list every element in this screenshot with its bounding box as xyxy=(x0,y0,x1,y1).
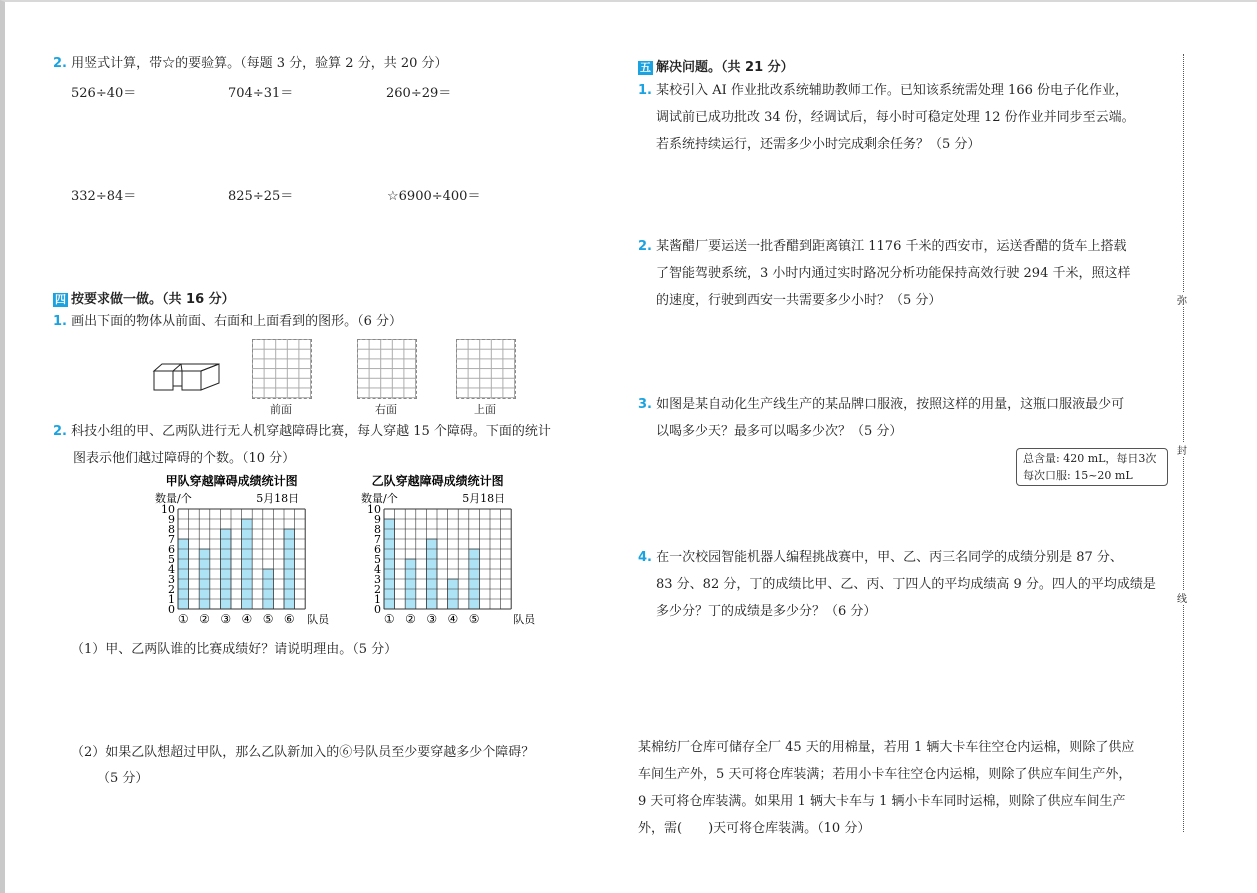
view-label: 右面 xyxy=(375,403,397,416)
q-text: 的速度，行驶到西安一共需要多少小时？（5 分） xyxy=(656,293,942,308)
x-tick-label: ④ xyxy=(447,612,459,626)
q-text: 以喝多少天？最多可以喝多少次？（5 分） xyxy=(656,424,903,439)
bar xyxy=(405,559,416,609)
q-line xyxy=(638,761,1134,788)
x-tick-label: ③ xyxy=(220,612,232,626)
q-text: 多少分？丁的成绩是多少分？（6 分） xyxy=(656,604,877,619)
chart-date: 5月18日 xyxy=(462,492,506,505)
view-label: 前面 xyxy=(270,403,292,416)
q-text: 用竖式计算，带☆的要验算。（每题 3 分，验算 2 分，共 20 分） xyxy=(71,56,448,71)
y-tick-label: 9 xyxy=(168,513,175,526)
r-q1 xyxy=(638,77,1135,158)
y-tick-label: 8 xyxy=(168,523,175,536)
info-line: 每次口服: 15~20 mL xyxy=(1023,469,1133,482)
x-tick-label: ② xyxy=(199,612,210,626)
bar xyxy=(384,519,395,609)
q-text: 调试前已成功批改 34 份，经调试后，每小时可稳定处理 12 份作业并同步至云端。 xyxy=(656,110,1135,125)
q-text: 外，需( )天可将仓库装满。（10 分） xyxy=(638,821,871,836)
q-line xyxy=(638,233,1130,260)
x-axis-label: 队员 xyxy=(307,613,330,626)
r-q3 xyxy=(638,391,1124,445)
section-badge: 四 xyxy=(55,293,66,306)
y-tick-label: 3 xyxy=(374,573,381,586)
problem: 260÷29＝ xyxy=(386,86,452,101)
grid-front[interactable] xyxy=(252,339,312,399)
grid-right[interactable] xyxy=(357,339,417,399)
problem: 526÷40＝ xyxy=(71,86,137,101)
s4q2-text xyxy=(53,418,551,472)
chart-title: 乙队穿越障碍成绩统计图 xyxy=(371,474,504,488)
q-line xyxy=(638,544,1156,571)
y-tick-label: 9 xyxy=(374,513,381,526)
q-line xyxy=(638,287,1130,314)
x-tick-label: ⑥ xyxy=(283,612,295,626)
sub-question-2-score: （5 分） xyxy=(97,771,149,786)
margin-char: 线 xyxy=(1177,590,1187,605)
q-text: 若系统持续运行，还需多少小时完成剩余任务？（5 分） xyxy=(656,137,981,152)
q-text: 在一次校园智能机器人编程挑战赛中，甲、乙、丙三名同学的成绩分别是 87 分、 xyxy=(656,550,1123,565)
q-line xyxy=(638,131,1135,158)
y-tick-label: 4 xyxy=(168,563,175,576)
r-q5 xyxy=(638,734,1134,842)
q-text: 9 天可将仓库装满。如果用 1 辆大卡车与 1 辆小卡车同时运棉，则除了供应车间生产 xyxy=(638,794,1126,809)
problem: 825÷25＝ xyxy=(228,189,294,204)
q-number: 1. xyxy=(638,83,652,98)
q-line xyxy=(638,104,1135,131)
q-line xyxy=(638,260,1130,287)
q-number: 2. xyxy=(638,239,652,254)
x-tick-label: ⑤ xyxy=(468,612,480,626)
section-4-title xyxy=(53,288,235,307)
y-tick-label: 4 xyxy=(374,563,381,576)
x-tick-label: ⑤ xyxy=(262,612,274,626)
y-tick-label: 10 xyxy=(161,503,175,516)
margin-char: 弥 xyxy=(1177,292,1187,307)
bar xyxy=(426,539,437,609)
q-line xyxy=(638,418,1124,445)
s4q1-heading xyxy=(53,308,402,335)
y-axis-label: 数量/个 xyxy=(361,492,398,505)
chart-title: 甲队穿越障碍成绩统计图 xyxy=(165,474,298,488)
bar xyxy=(178,539,189,609)
view-label: 上面 xyxy=(474,403,496,416)
y-tick-label: 0 xyxy=(374,603,381,616)
bar xyxy=(448,579,459,609)
q-number: 4. xyxy=(638,550,652,565)
y-tick-label: 8 xyxy=(374,523,381,536)
q-text: 某酱醋厂要运送一批香醋到距离镇江 1176 千米的西安市，运送香醋的货车上搭载 xyxy=(656,239,1127,254)
y-tick-label: 5 xyxy=(168,553,175,566)
y-tick-label: 2 xyxy=(168,583,175,596)
info-box xyxy=(1016,448,1168,486)
x-axis-label: 队员 xyxy=(513,613,536,626)
problem: 332÷84＝ xyxy=(71,189,137,204)
problem: ☆6900÷400＝ xyxy=(387,189,481,204)
q-line xyxy=(638,571,1156,598)
q-text: 如图是某自动化生产线生产的某品牌口服液，按照这样的用量，这瓶口服液最少可 xyxy=(656,397,1125,412)
y-tick-label: 7 xyxy=(374,533,381,546)
q-number: 2. xyxy=(53,424,67,439)
y-tick-label: 7 xyxy=(168,533,175,546)
q-line: 图表示他们越过障碍的个数。（10 分） xyxy=(73,451,296,466)
bar xyxy=(242,519,253,609)
q-line xyxy=(638,734,1134,761)
sub-question-1: （1）甲、乙两队谁的比赛成绩好？请说明理由。（5 分） xyxy=(71,642,398,657)
y-tick-label: 5 xyxy=(374,553,381,566)
x-tick-label: ① xyxy=(177,612,189,626)
section-title-text: 解决问题。（共 21 分） xyxy=(656,60,794,75)
q-line xyxy=(638,788,1134,815)
y-tick-label: 1 xyxy=(168,593,175,606)
y-axis-label: 数量/个 xyxy=(155,492,192,505)
y-tick-label: 6 xyxy=(168,543,175,556)
section-badge: 五 xyxy=(640,61,651,74)
q-text: 某校引入 AI 作业批改系统辅助教师工作。已知该系统需处理 166 份电子化作业， xyxy=(656,83,1128,98)
q-text: 车间生产外，5 天可将仓库装满；若用小卡车往空仓内运棉，则除了供应车间生产外， xyxy=(638,767,1132,782)
y-tick-label: 2 xyxy=(374,583,381,596)
q-text: 了智能驾驶系统，3 小时内通过实时路况分析功能保持高效行驶 294 千米，照这样 xyxy=(656,266,1131,281)
y-tick-label: 3 xyxy=(168,573,175,586)
y-tick-label: 1 xyxy=(374,593,381,606)
chart-date: 5月18日 xyxy=(256,492,300,505)
section-title-text: 按要求做一做。（共 16 分） xyxy=(71,292,235,307)
x-tick-label: ② xyxy=(405,612,416,626)
y-tick-label: 6 xyxy=(374,543,381,556)
x-tick-label: ③ xyxy=(426,612,438,626)
problem: 704÷31＝ xyxy=(228,86,294,101)
r-q2 xyxy=(638,233,1130,314)
x-tick-label: ④ xyxy=(241,612,253,626)
sub-question-2: （2）如果乙队想超过甲队，那么乙队新加入的⑥号队员至少要穿越多少个障碍？ xyxy=(71,745,535,760)
cube-figure xyxy=(153,360,219,392)
q2-heading xyxy=(53,50,448,77)
q-text: 某棉纺厂仓库可储存全厂 45 天的用棉量，若用 1 辆大卡车往空仓内运棉，则除了供应 xyxy=(638,740,1135,755)
x-tick-label: ① xyxy=(383,612,395,626)
r-q4 xyxy=(638,544,1156,625)
q-number: 3. xyxy=(638,397,652,412)
y-tick-label: 10 xyxy=(367,503,381,516)
q-line: 科技小组的甲、乙两队进行无人机穿越障碍比赛，每人穿越 15 个障碍。下面的统计 xyxy=(71,424,551,439)
y-tick-label: 0 xyxy=(168,603,175,616)
margin-char: 封 xyxy=(1177,442,1187,457)
bar-charts xyxy=(145,472,536,632)
q-line xyxy=(638,815,1134,842)
q-line xyxy=(638,598,1156,625)
q-text: 画出下面的物体从前面、右面和上面看到的图形。（6 分） xyxy=(71,314,403,329)
q-text: 83 分、82 分，丁的成绩比甲、乙、丙、丁四人的平均成绩高 9 分。四人的平均成绩是 xyxy=(656,577,1156,592)
q-line xyxy=(638,77,1135,104)
info-line: 总含量: 420 mL，每日3次 xyxy=(1023,452,1157,465)
q-line xyxy=(638,391,1124,418)
q-number: 1. xyxy=(53,314,67,329)
grid-top[interactable] xyxy=(456,339,516,399)
q-number: 2. xyxy=(53,56,67,71)
section-5-title xyxy=(638,56,794,75)
